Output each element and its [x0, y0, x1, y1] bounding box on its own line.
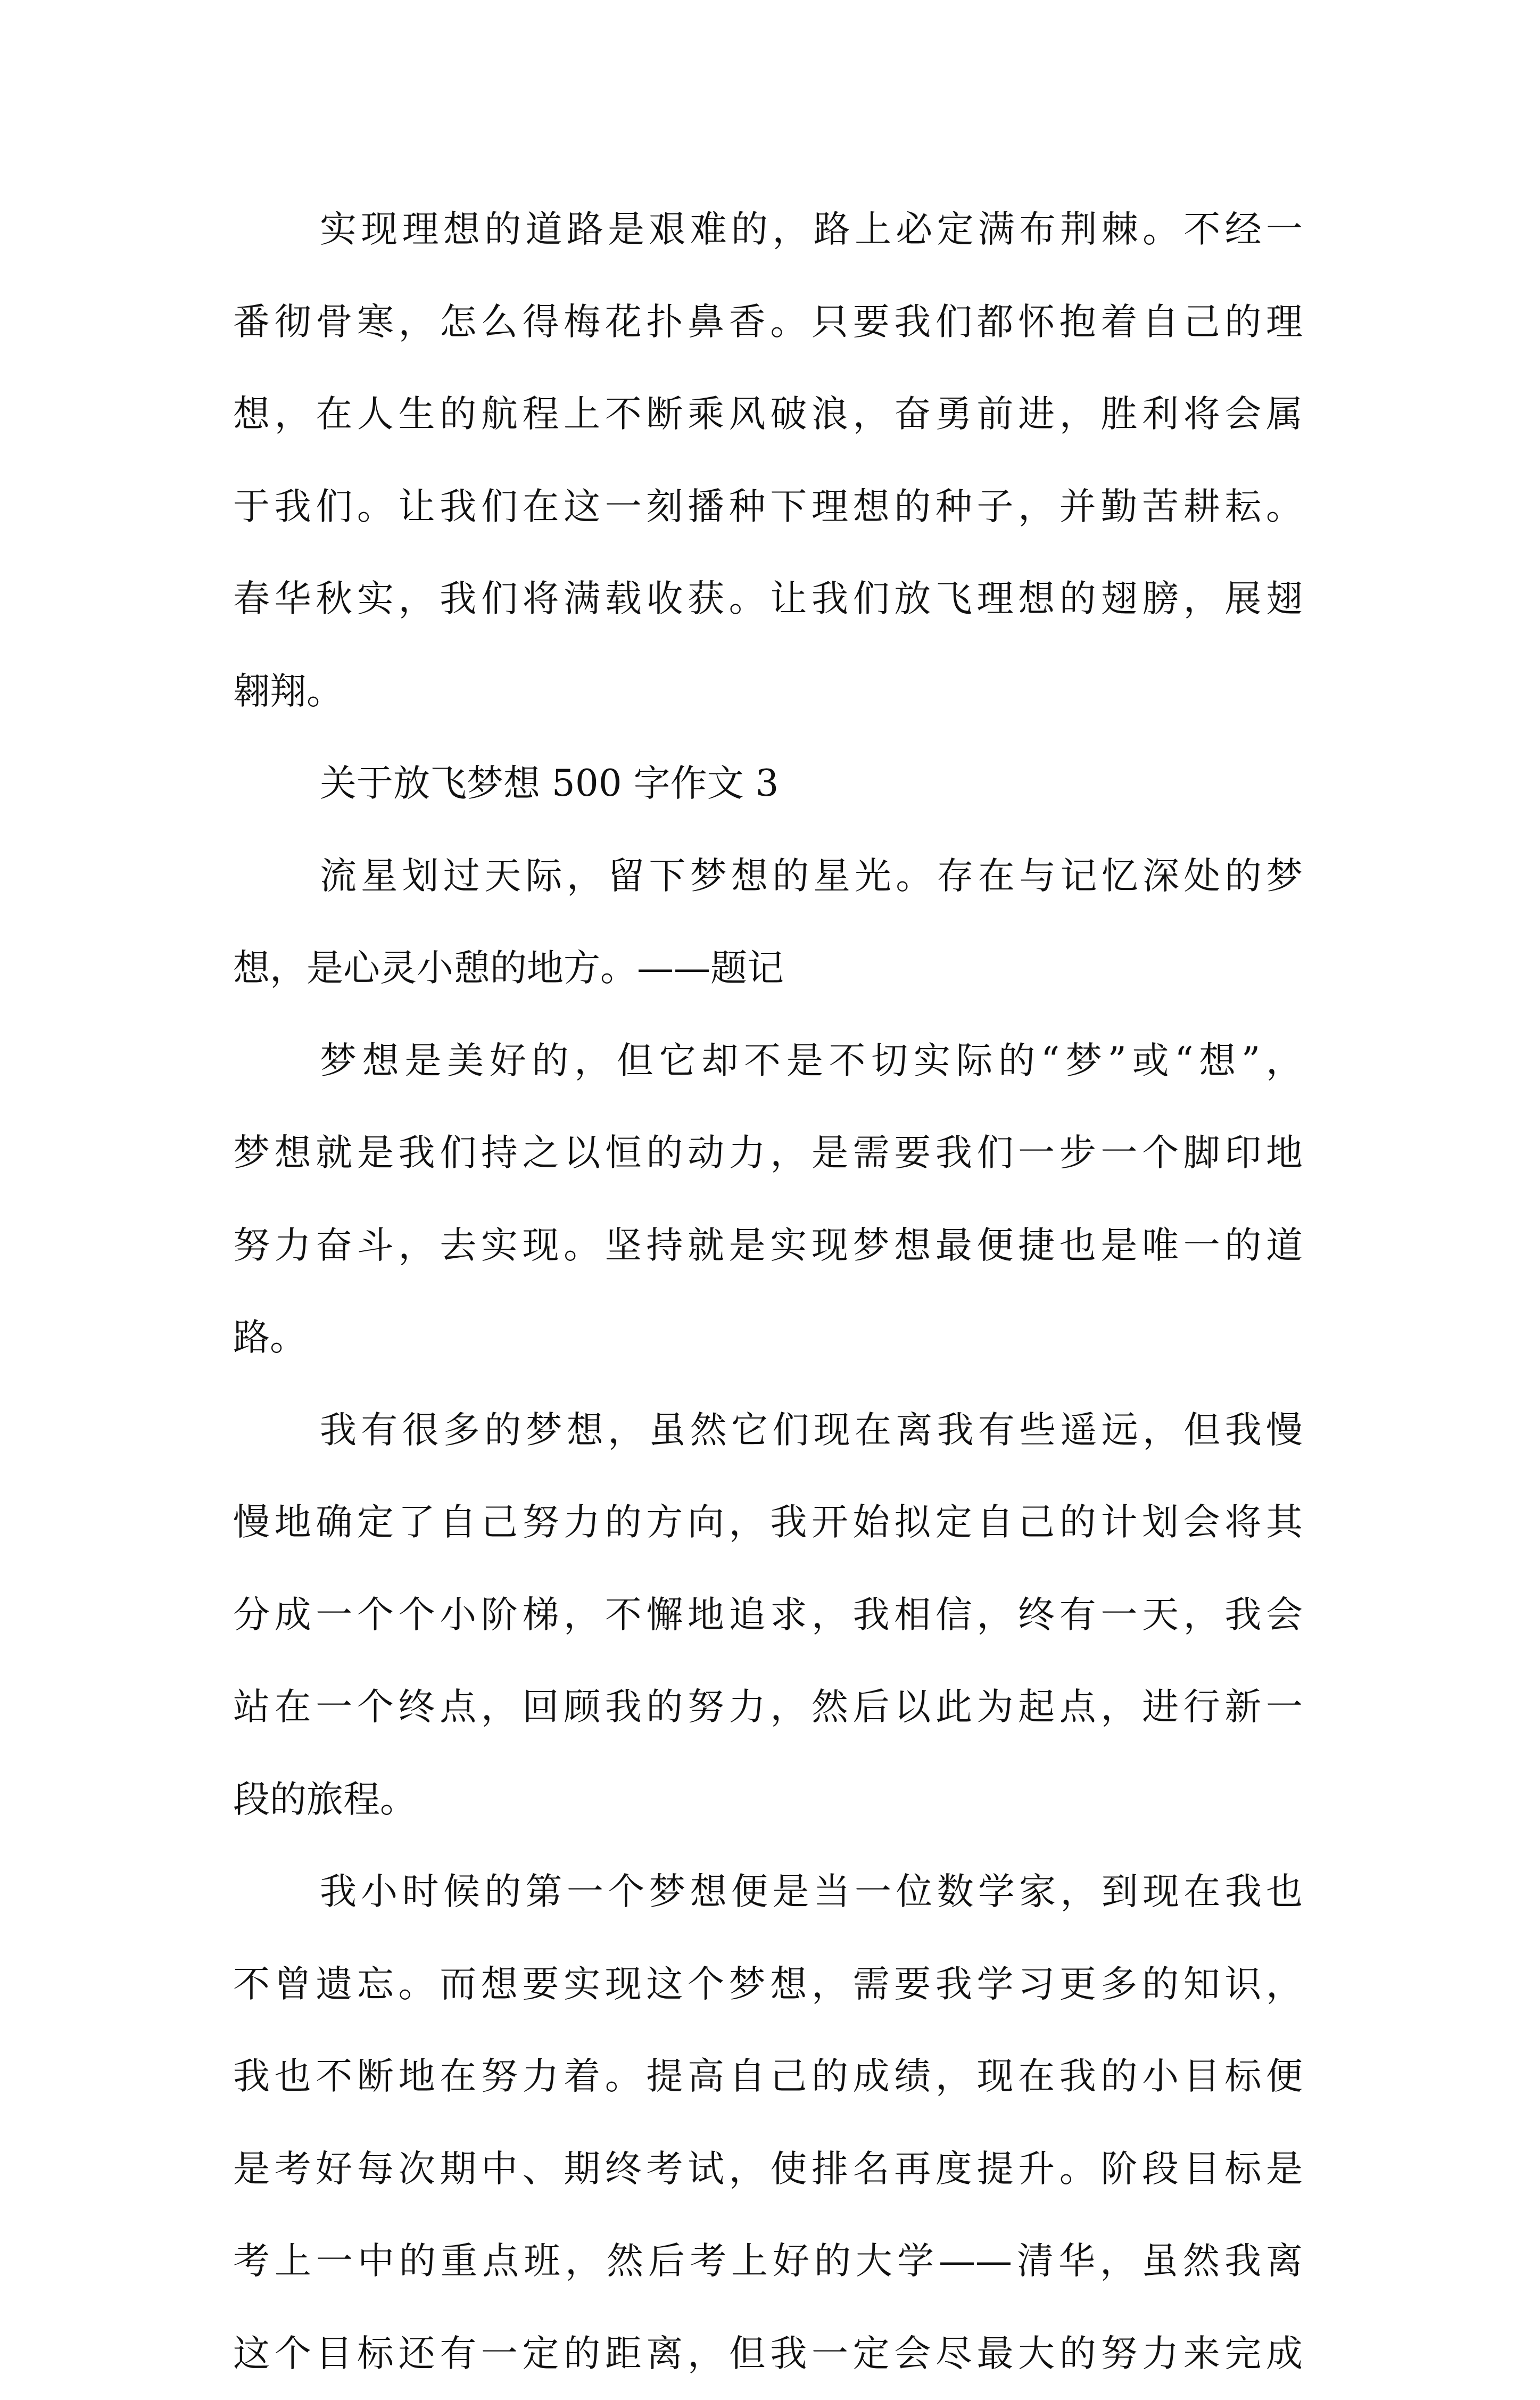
- text-line: 春华秋实，我们将满载收获。让我们放飞理想的翅膀，展翅: [233, 553, 1303, 646]
- text-line: 慢地确定了自己努力的方向，我开始拟定自己的计划会将其: [233, 1477, 1303, 1569]
- text-line: 努力奋斗，去实现。坚持就是实现梦想最便捷也是唯一的道: [233, 1200, 1303, 1292]
- text-line: 分成一个个小阶梯，不懈地追求，我相信，终有一天，我会: [233, 1569, 1303, 1662]
- text-line: 翱翔。: [233, 646, 1303, 738]
- text-line: 路。: [233, 1292, 1303, 1384]
- text-line: 我小时候的第一个梦想便是当一位数学家，到现在我也: [233, 1846, 1303, 1939]
- text-line: 我也不断地在努力着。提高自己的成绩，现在我的小目标便: [233, 2031, 1303, 2123]
- text-line: 我有很多的梦想，虽然它们现在离我有些遥远，但我慢: [233, 1384, 1303, 1477]
- text-line: 实现理想的道路是艰难的，路上必定满布荆棘。不经一: [233, 184, 1303, 276]
- text-line: 想，是心灵小憩的地方。——题记: [233, 922, 1303, 1015]
- text-line: 于我们。让我们在这一刻播种下理想的种子，并勤苦耕耘。: [233, 461, 1303, 554]
- text-line: 段的旅程。: [233, 1754, 1303, 1846]
- text-line: 关于放飞梦想 500 字作文 3: [233, 738, 1303, 830]
- text-line: 番彻骨寒，怎么得梅花扑鼻香。只要我们都怀抱着自己的理: [233, 276, 1303, 369]
- text-line: 流星划过天际，留下梦想的星光。存在与记忆深处的梦: [233, 830, 1303, 923]
- text-line: 站在一个终点，回顾我的努力，然后以此为起点，进行新一: [233, 1661, 1303, 1754]
- text-line: 梦想是美好的，但它却不是不切实际的“梦”或“想”，: [233, 1015, 1303, 1108]
- text-line: 这个目标还有一定的距离，但我一定会尽最大的努力来完成: [233, 2308, 1303, 2400]
- text-line: 梦想就是我们持之以恒的动力，是需要我们一步一个脚印地: [233, 1107, 1303, 1200]
- text-line: 想，在人生的航程上不断乘风破浪，奋勇前进，胜利将会属: [233, 368, 1303, 461]
- text-line: 不曾遗忘。而想要实现这个梦想，需要我学习更多的知识，: [233, 1939, 1303, 2031]
- text-line: 考上一中的重点班，然后考上好的大学——清华，虽然我离: [233, 2215, 1303, 2308]
- text-line: 是考好每次期中、期终考试，使排名再度提升。阶段目标是: [233, 2123, 1303, 2216]
- document-body: [233, 184, 1303, 2400]
